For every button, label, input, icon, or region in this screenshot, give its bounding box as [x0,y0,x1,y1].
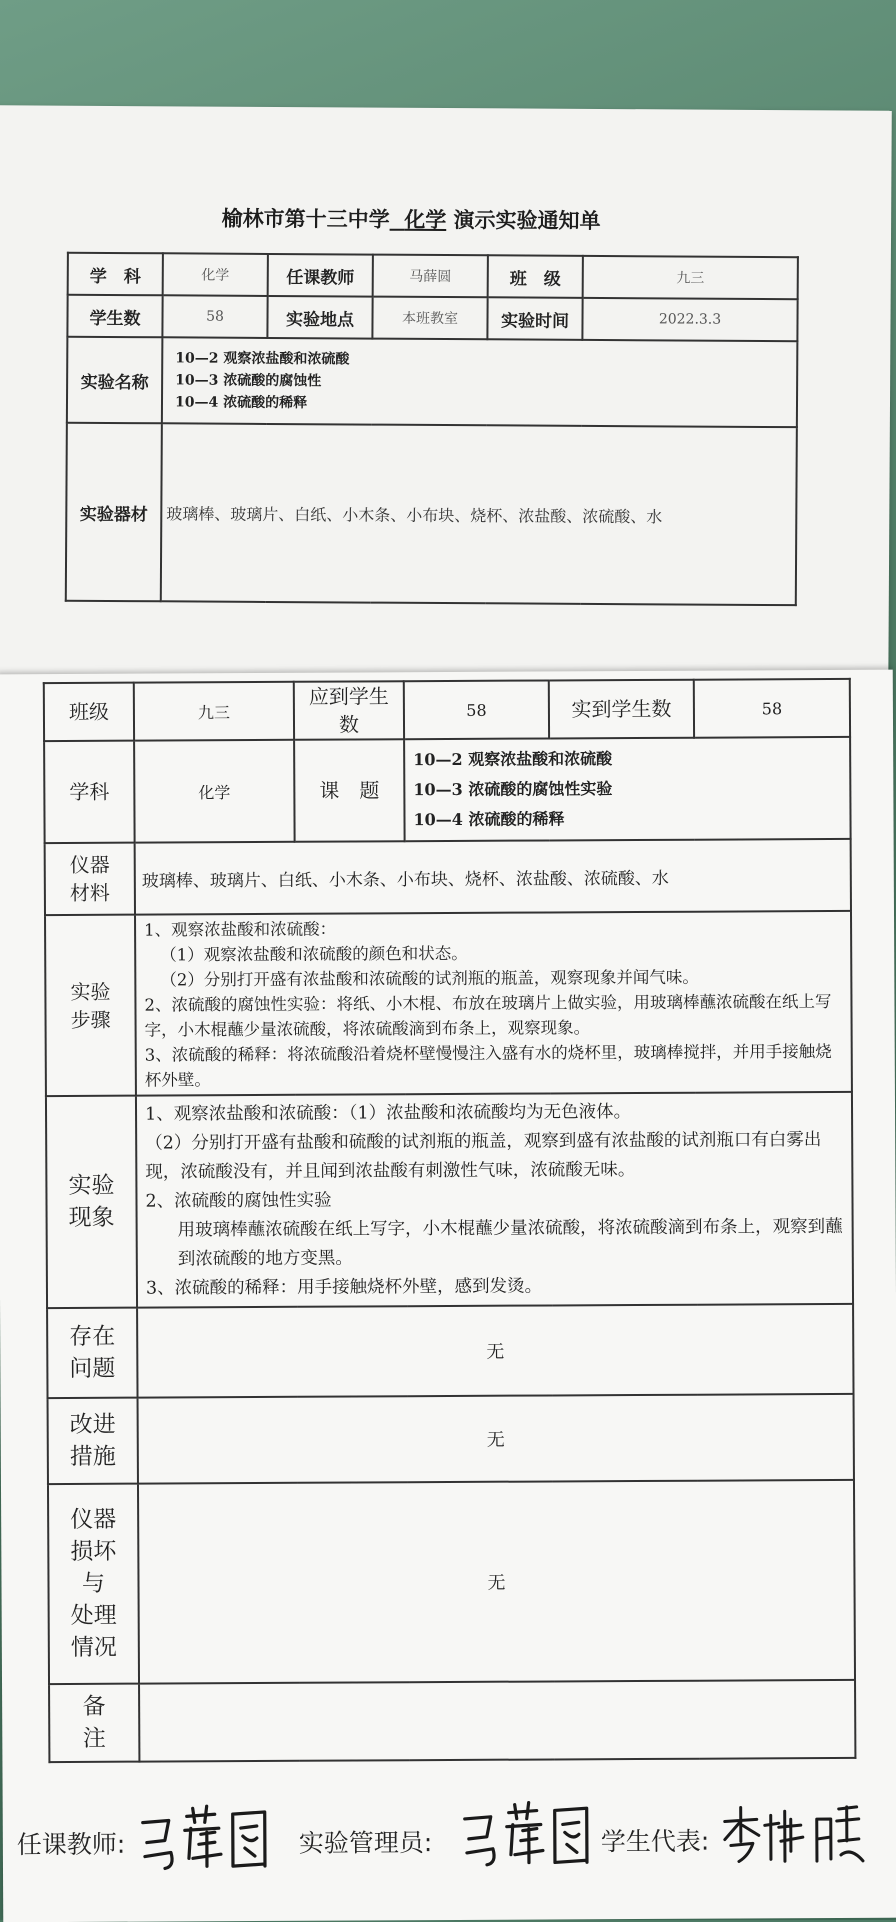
title-form-name: 演示实验通知单 [453,208,601,233]
location-value: 本班教室 [372,297,487,340]
student-signature-label: 学生代表: [600,1826,710,1857]
damage-value: 无 [138,1480,855,1684]
topic-list [404,737,851,841]
list-item: 1、观察浓盐酸和浓硫酸：（1）浓盐酸和浓硫酸均为无色液体。 [144,1101,632,1125]
list-item: 10—2 观察浓盐酸和浓硫酸 [413,749,613,770]
list-item: 10—3 浓硫酸的腐蚀性实验 [413,779,613,800]
phenomena-content [136,1092,853,1308]
list-item: 3、浓硫酸的稀释：将浓硫酸沿着烧杯壁慢慢注入盛有水的烧杯里，玻璃棒搅拌，并用手接触烧杯外壁。 [144,1041,832,1090]
class-label: 班 级 [488,255,583,298]
teacher-signature [135,1800,275,1877]
title-subject: 化学 [404,207,447,233]
notification-sheet [0,105,892,700]
table-row [48,1480,855,1684]
list-item: 1、观察浓盐酸和浓硫酸： [144,919,337,940]
teacher-value: 马薛圆 [373,255,488,298]
expected-students-label: 应到学生数 [294,681,404,740]
expected-students-value: 58 [404,680,549,739]
class-value: 九三 [134,682,294,741]
list-item: （2）分别打开盛有浓盐酸和浓硫酸的试剂瓶的瓶盖，观察现象并闻气味。 [160,967,699,990]
table-row [68,253,798,299]
actual-students-value: 58 [694,679,850,738]
table-row [67,337,798,427]
table-row [67,295,797,341]
remarks-label: 备 注 [49,1684,139,1762]
damage-label: 仪器 损坏 与 处理 情况 [48,1484,139,1684]
experiment-name-label: 实验名称 [67,337,163,424]
location-label: 实验地点 [267,296,372,339]
problems-value: 无 [137,1304,853,1398]
materials-value: 玻璃棒、玻璃片、白纸、小木条、小布块、烧杯、浓盐酸、浓硫酸、水 [135,839,851,915]
table-row [48,1394,854,1484]
list-item: 10—2 观察浓盐酸和浓硫酸 [175,350,350,368]
table-row [44,679,850,741]
table-row [66,423,797,605]
equipment-label: 实验器材 [66,423,162,602]
actual-students-label: 实到学生数 [549,680,694,739]
time-label: 实验时间 [487,297,582,340]
problems-label: 存在 问题 [47,1308,137,1398]
record-table [43,678,857,1763]
student-signature [719,1801,869,1872]
phenomena-label: 实验 现象 [46,1096,137,1308]
students-label: 学生数 [67,295,162,338]
teacher-label: 任课教师 [268,254,373,297]
subject-value: 化学 [163,253,268,296]
title-school: 榆林市第十三中学 [221,206,390,232]
class-label: 班级 [44,683,134,741]
remarks-value [139,1680,855,1762]
list-item: 10—4 浓硫酸的稀释 [174,394,308,412]
equipment-value: 玻璃棒、玻璃片、白纸、小木条、小布块、烧杯、浓盐酸、浓硫酸、水 [161,423,797,605]
subject-label: 学 科 [68,253,163,296]
sheet-title [111,202,711,236]
steps-content [135,911,852,1096]
class-value: 九三 [583,256,798,299]
list-item: 10—4 浓硫酸的稀释 [413,809,565,830]
list-item: 用玻璃棒蘸浓硫酸在纸上写字，小木棍蘸少量浓硫酸，将浓硫酸滴到布条上，观察到蘸到浓硫酸的地方变黑。 [177,1216,843,1269]
manager-signature [457,1796,597,1873]
topic-label: 课 题 [294,739,405,842]
materials-label: 仪器 材料 [45,843,135,915]
list-item: （1）观察浓盐酸和浓硫酸的颜色和状态。 [160,943,468,965]
list-item: 3、浓硫酸的稀释：用手接触烧杯外壁，感到发烫。 [145,1276,543,1299]
steps-label: 实验 步骤 [45,915,136,1096]
table-row [45,839,851,915]
list-item: 2、浓硫酸的腐蚀性实验 [145,1190,332,1212]
improvements-label: 改进 措施 [48,1398,138,1484]
table-row [45,911,852,1096]
notification-table [65,252,799,606]
experiment-names [162,337,798,427]
list-item: 10—3 浓硫酸的腐蚀性 [175,372,322,390]
table-row [47,1304,853,1398]
list-item: （2）分别打开盛有盐酸和硫酸的试剂瓶的瓶盖，观察到盛有浓盐酸的试剂瓶口有白雾出现，浓硫酸没有，并且闻到浓盐酸有刺激性气味，浓硫酸无味。 [145,1129,822,1183]
experiment-record-sheet [0,670,896,1922]
subject-value: 化学 [134,740,295,843]
table-row [44,737,851,843]
list-item: 2、浓硫酸的腐蚀性实验：将纸、小木棍、布放在玻璃片上做实验，用玻璃棒蘸浓硫酸在纸上写字，小木棍蘸少量浓硫酸，将浓硫酸滴到布条上，观察现象。 [144,991,832,1040]
manager-signature-label: 实验管理员: [298,1828,433,1858]
table-row [49,1680,855,1762]
subject-label: 学科 [44,741,135,843]
signature-line [17,1787,877,1882]
improvements-value: 无 [138,1394,854,1484]
teacher-signature-label: 任课教师: [16,1829,126,1860]
table-row [46,1092,853,1308]
time-value: 2022.3.3 [582,298,797,341]
students-value: 58 [162,295,267,338]
